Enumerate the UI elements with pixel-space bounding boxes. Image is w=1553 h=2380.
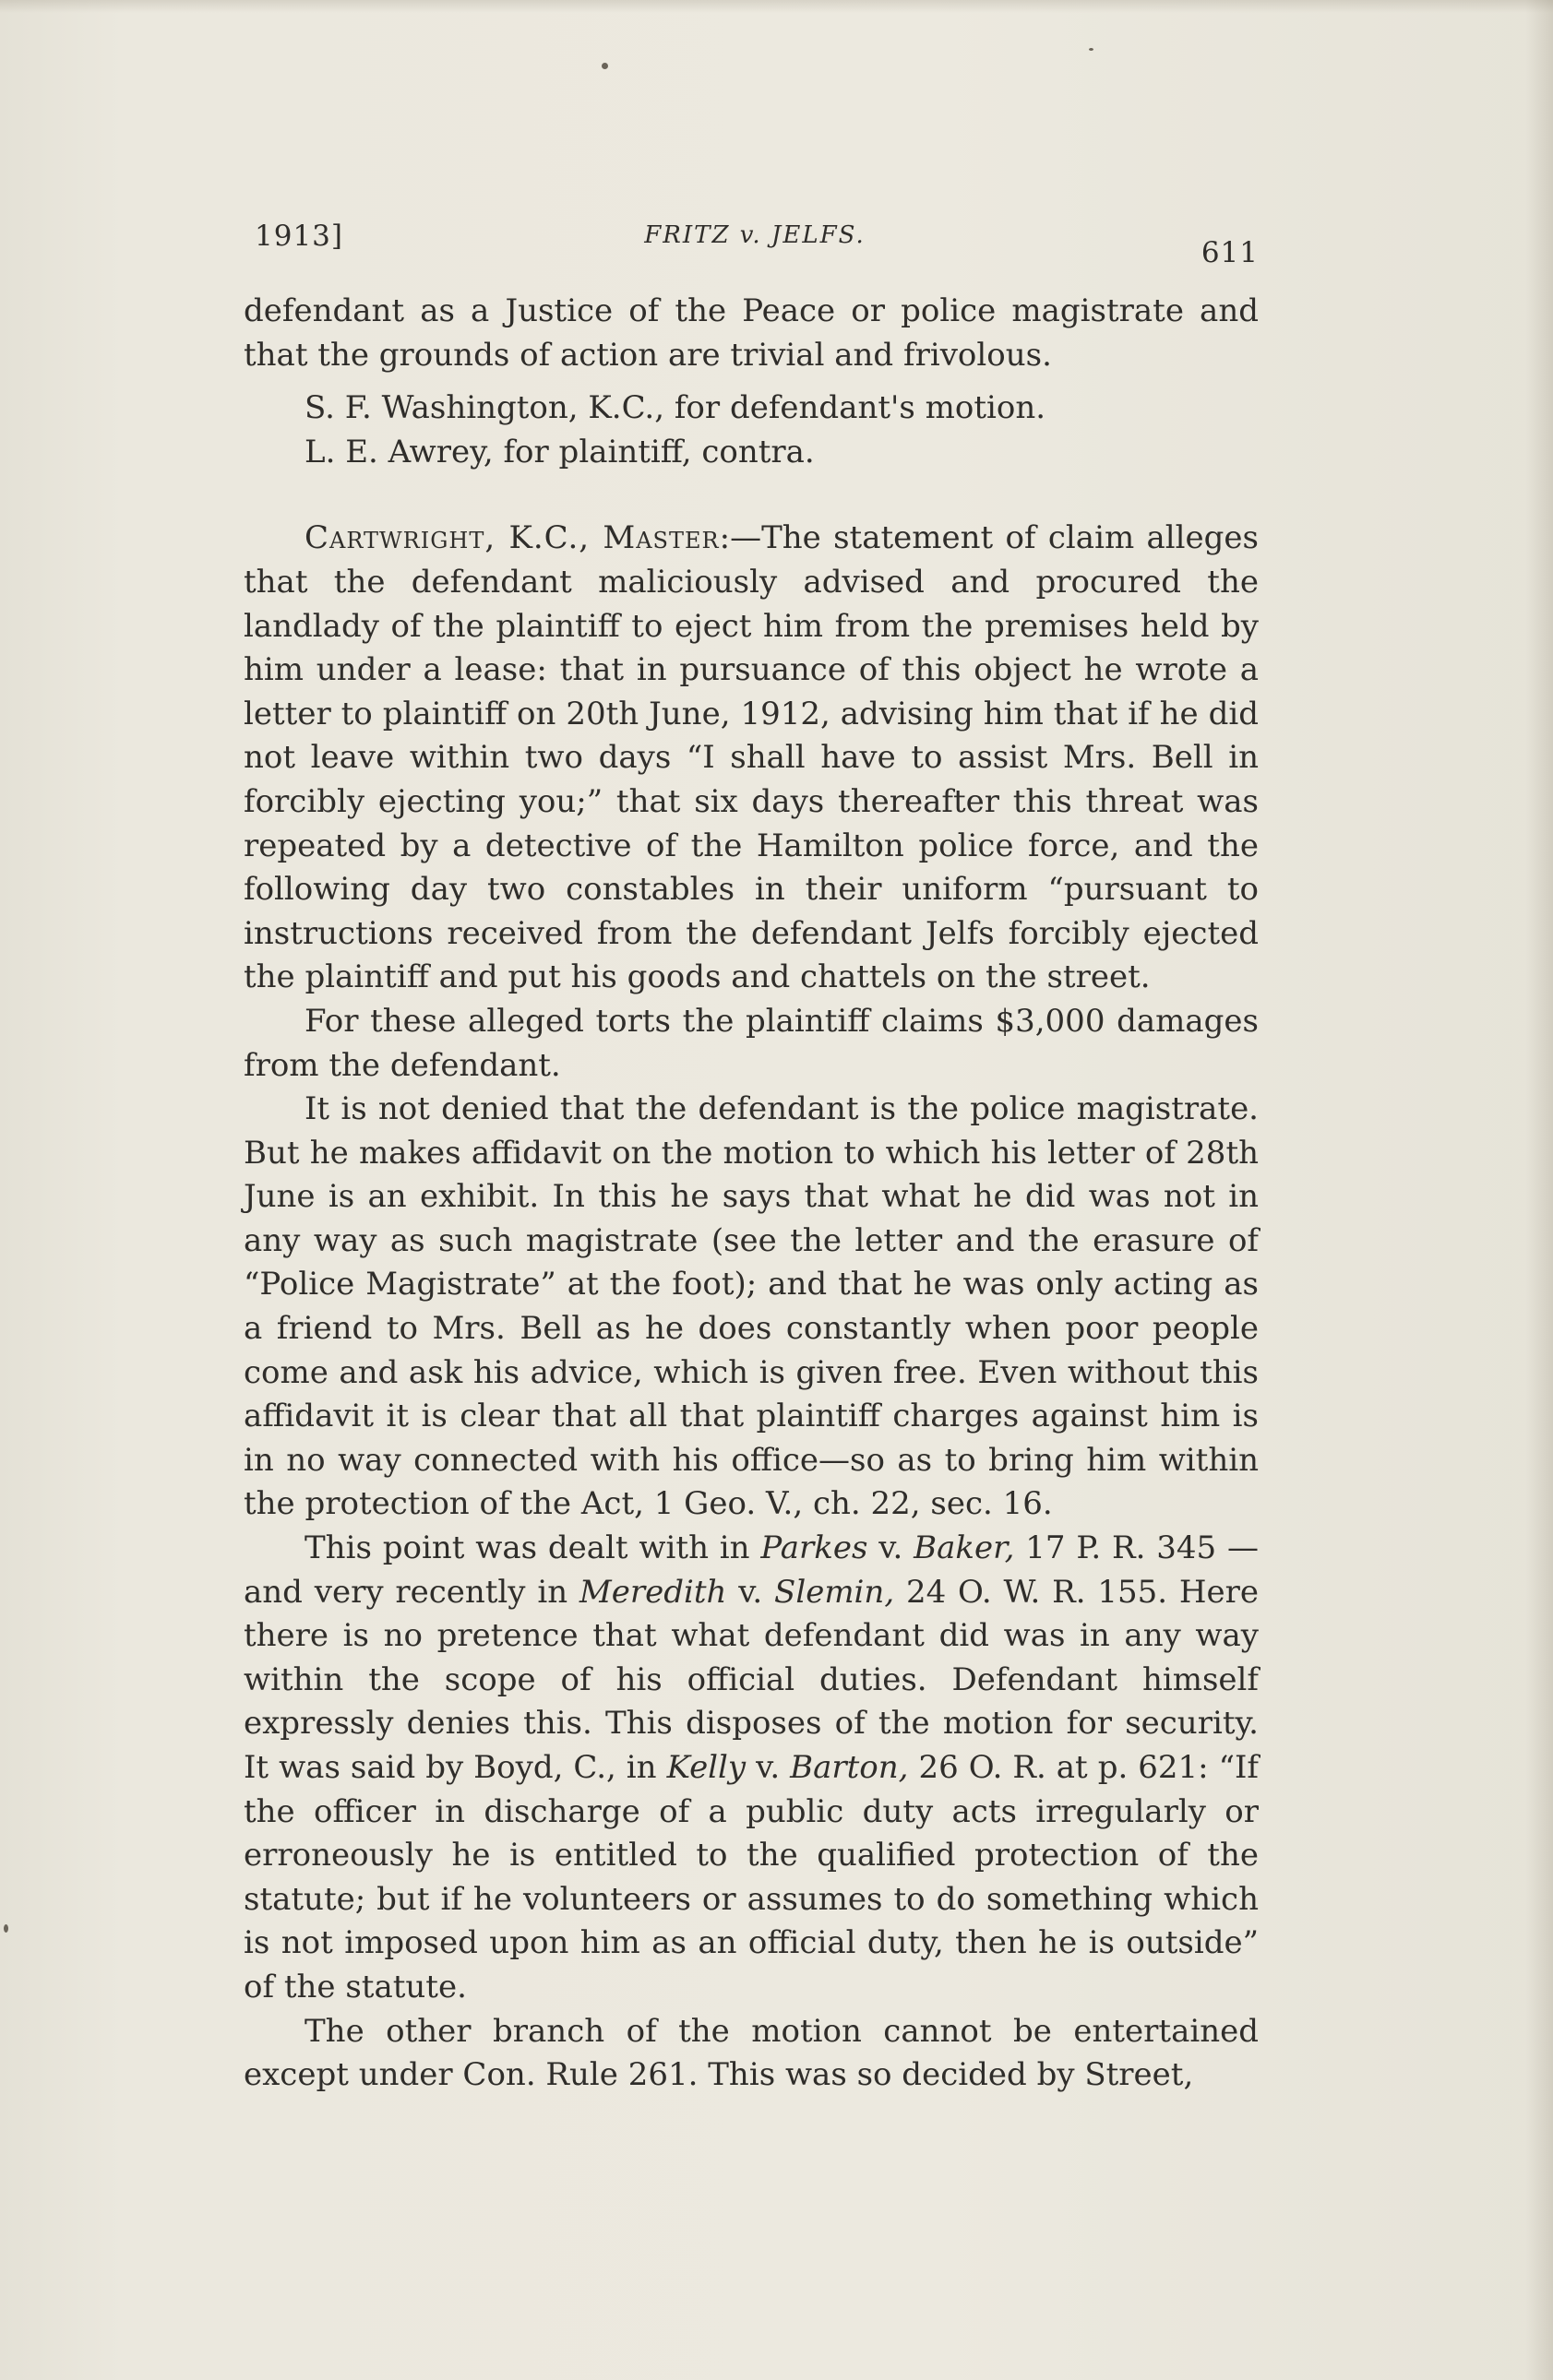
case-name: Parkes	[760, 1529, 868, 1567]
text-run: 26 O. R. at p. 621: “If the officer in discharge of a public duty acts irregularly or erroneously he is entitled to the qualified protection of the statute; but if he volunteers or assumes to do something which is not imposed upon him as an official duty, then he is outside” of the statute.	[244, 1749, 1259, 2005]
counsel-plaintiff: L. E. Awrey, for plaintiff, contra.	[305, 433, 815, 470]
text-run: v.	[867, 1529, 914, 1567]
page-number: 611	[1201, 236, 1259, 269]
judgment-paragraph-4	[244, 1527, 1259, 2010]
text-run: This point was dealt with in	[305, 1529, 761, 1567]
judgment-paragraph-1-text: :—The statement of claim alleges that the defendant maliciously advised and procured the landlady of the plaintiff to eject him from the premises held by him under a lease: that in pursuance of this object he wrote a letter to plaintiff on 20th June, 1912, advising him that if he did not leave within two days “I shall have to assist Mrs. Bell in forcibly ejecting you;” that six days thereafter this threat was repeated by a detective of the Hamilton police force, and the following day two constables in their uniform “pursuant to instructions received from the defendant Jelfs forcibly ejected the plaintiff and put his goods and chattels on the street.	[244, 519, 1259, 996]
ink-speck	[4, 1924, 8, 1933]
judgment-paragraph-3: It is not denied that the defendant is the police magistrate. But he makes affidavit on the motion to which his letter of 28th June is an exhibit. In this he says that what he did was not in any way as such magistrate (see the letter and the erasure of “Police Magistrate” at the foot); and that he was only acting as a friend to Mrs. Bell as he does constantly when poor people come and ask his advice, which is given free. Even without this affidavit it is clear that all that plaintiff charges against him is in no way connected with his office—so as to bring him within the protection of the Act, 1 Geo. V., ch. 22, sec. 16.	[244, 1090, 1259, 1523]
judgment-paragraph-1	[244, 517, 1259, 1000]
ink-speck	[1089, 48, 1093, 51]
counsel-defendant: S. F. Washington, K.C., for defendant's motion.	[305, 389, 1046, 427]
header-year: 1913]	[255, 220, 343, 253]
page-right-shadow	[1525, 0, 1553, 2380]
page-top-shadow	[0, 0, 1553, 13]
text-run: v.	[746, 1749, 791, 1786]
case-name: Meredith	[579, 1573, 727, 1611]
case-name: Barton,	[790, 1749, 909, 1786]
opening-paragraph: defendant as a Justice of the Peace or police magistrate and that the grounds of action are trivial and frivolous.	[244, 292, 1259, 374]
running-header	[251, 220, 1259, 271]
text-run: v.	[726, 1573, 775, 1611]
ink-speck	[602, 63, 608, 69]
case-name: Baker,	[914, 1529, 1015, 1567]
text-run: 17 P. R. 345 —and very recently in	[244, 1529, 1259, 1611]
body-text	[244, 290, 1259, 2098]
case-name: Slemin,	[774, 1573, 895, 1611]
judgment-paragraph-5: The other branch of the motion cannot be entertained except under Con. Rule 261. This was so decided by Street,	[244, 2012, 1259, 2094]
judgment-paragraph-2: For these alleged torts the plaintiff claims $3,000 damages from the defendant.	[244, 1002, 1259, 1084]
judge-name: Cartwright, K.C., Master	[305, 519, 720, 557]
text-run: 24 O. W. R. 155. Here there is no pretence that what defendant did was in any way within the scope of his official duties. Defendant himself expressly denies this. This disposes of the motion for security. It was said by Boyd, C., in	[244, 1573, 1259, 1786]
case-name: Kelly	[666, 1749, 747, 1786]
header-case-title: FRITZ v. JELFS.	[644, 221, 866, 249]
